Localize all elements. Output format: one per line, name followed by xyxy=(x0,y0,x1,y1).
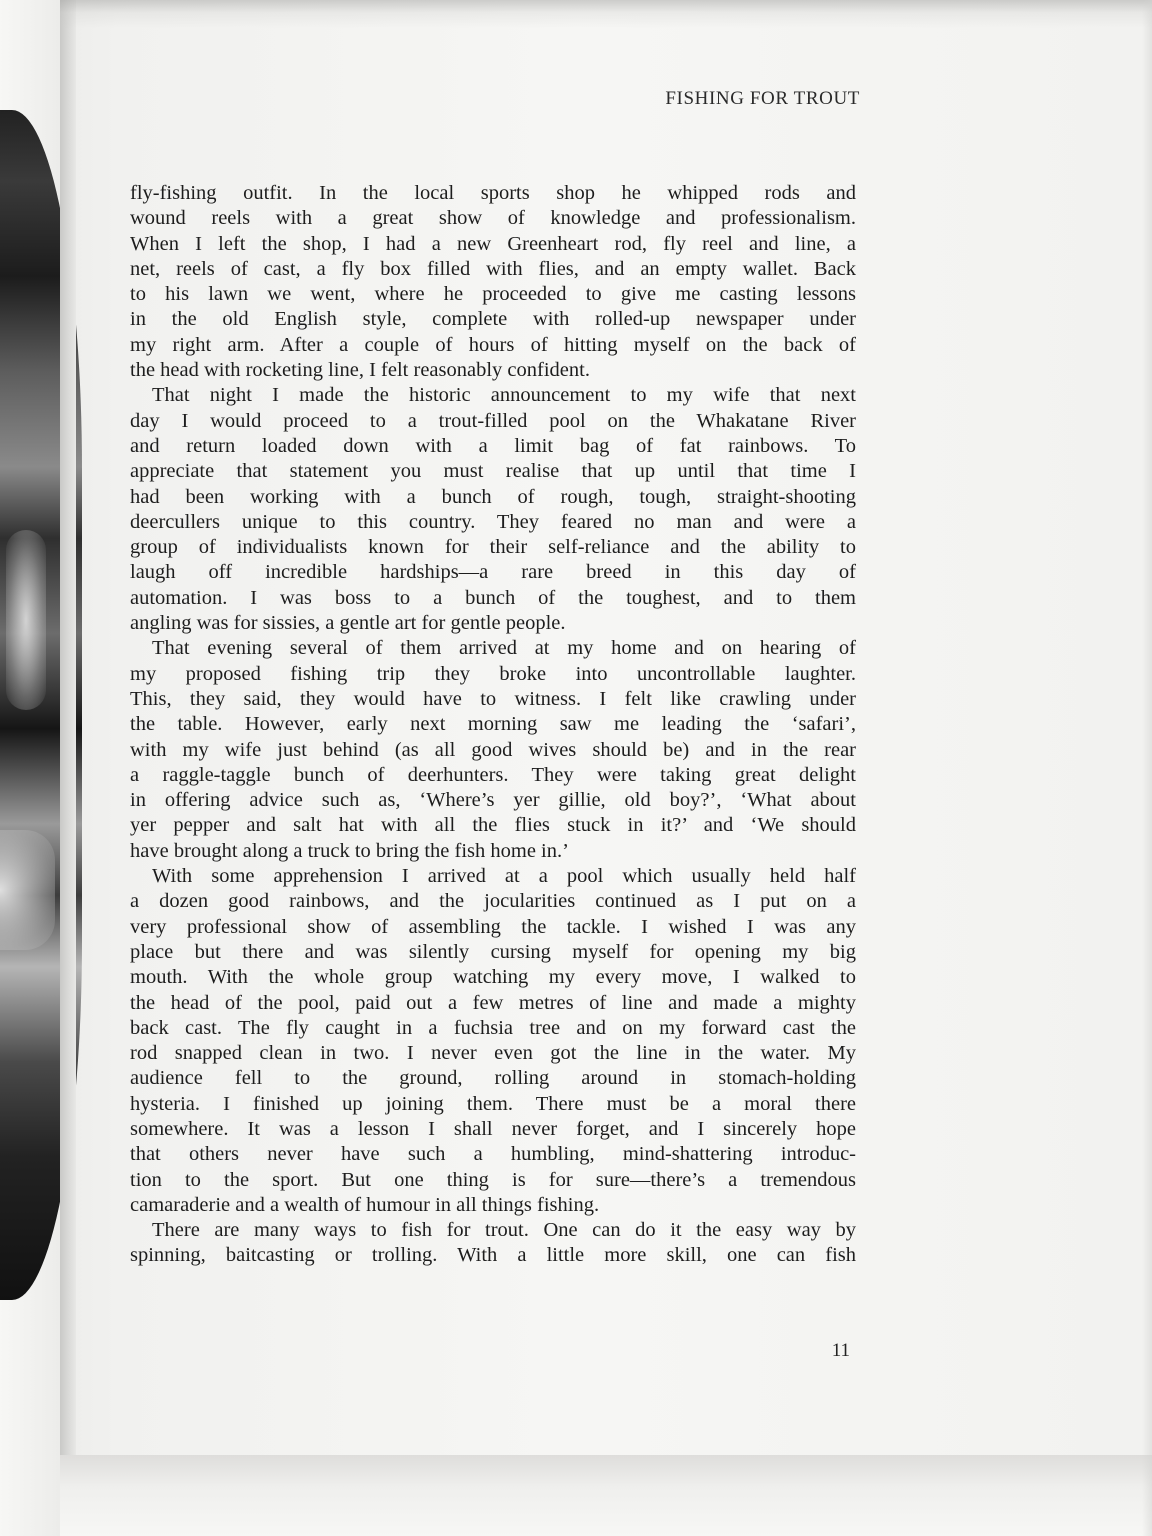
body-text xyxy=(130,181,856,1269)
text-line: very professional show of assembling the tackle. I wished I was any xyxy=(130,915,856,938)
text-line: mouth. With the whole group watching my every move, I walked to xyxy=(130,966,856,989)
text-line: laugh off incredible hardships—a rare breed in this day of xyxy=(130,561,856,584)
text-line: There are many ways to fish for trout. One can do it the easy way by xyxy=(152,1219,856,1242)
page-top-shadow xyxy=(60,0,1152,28)
text-line: day I would proceed to a trout-filled pool on the Whakatane River xyxy=(130,409,856,432)
text-line: back cast. The fly caught in a fuchsia tree and on my forward cast the xyxy=(130,1016,856,1039)
text-line: spinning, baitcasting or trolling. With a little more skill, one can fish xyxy=(130,1244,856,1267)
text-line: the table. However, early next morning saw me leading the ‘safari’, xyxy=(130,713,856,736)
text-line: place but there and was silently cursing myself for opening my big xyxy=(130,940,856,963)
page-right-edge xyxy=(1142,0,1152,1536)
text-line: in the old English style, complete with rolled-up newspaper under xyxy=(130,308,856,331)
text-line: my proposed fishing trip they broke into uncontrollable laughter. xyxy=(130,662,856,685)
text-line: the head of the pool, paid out a few metres of line and made a mighty xyxy=(130,991,856,1014)
text-line: wound reels with a great show of knowledge and professionalism. xyxy=(130,207,856,230)
text-line: With some apprehension I arrived at a pool which usually held half xyxy=(152,865,856,888)
photo-highlight xyxy=(0,830,55,950)
text-line: group of individualists known for their self-reliance and the ability to xyxy=(130,536,856,559)
text-line: had been working with a bunch of rough, tough, straight-shooting xyxy=(130,485,856,508)
text-line: This, they said, they would have to witness. I felt like crawling under xyxy=(130,687,856,710)
text-line: yer pepper and salt hat with all the flies stuck in it?’ and ‘We should xyxy=(130,814,856,837)
text-line: hysteria. I finished up joining them. There must be a moral there xyxy=(130,1092,856,1115)
page-bottom-shadow xyxy=(60,1455,1152,1536)
text-line: deercullers unique to this country. They feared no man and were a xyxy=(130,510,856,533)
text-line: audience fell to the ground, rolling around in stomach-holding xyxy=(130,1067,856,1090)
running-head: FISHING FOR TROUT xyxy=(665,88,860,109)
text-line: somewhere. It was a lesson I shall never forget, and I sincerely hope xyxy=(130,1117,856,1140)
text-line: with my wife just behind (as all good wives should be) and in the rear xyxy=(130,738,856,761)
text-line: in offering advice such as, ‘Where’s yer gillie, old boy?’, ‘What about xyxy=(130,789,856,812)
text-line: automation. I was boss to a bunch of the toughest, and to them xyxy=(130,586,856,609)
page-gutter-shadow xyxy=(60,0,76,1460)
text-line: That night I made the historic announcement to my wife that next xyxy=(152,384,856,407)
photo-highlight xyxy=(6,530,46,710)
text-line: When I left the shop, I had a new Greenheart rod, fly reel and line, a xyxy=(130,232,856,255)
text-line: and return loaded down with a limit bag of fat rainbows. To xyxy=(130,434,856,457)
text-line: have brought along a truck to bring the fish home in.’ xyxy=(130,839,569,862)
text-line: camaraderie and a wealth of humour in all things fishing. xyxy=(130,1193,600,1216)
page-number: 11 xyxy=(831,1340,850,1361)
text-line: to his lawn we went, where he proceeded to give me casting lessons xyxy=(130,283,856,306)
text-line: That evening several of them arrived at my home and on hearing of xyxy=(152,637,856,660)
text-line: a raggle-taggle bunch of deerhunters. They were taking great delight xyxy=(130,763,856,786)
text-line: my right arm. After a couple of hours of hitting myself on the back of xyxy=(130,333,856,356)
text-line: tion to the sport. But one thing is for sure—there’s a tremendous xyxy=(130,1168,856,1191)
text-line: appreciate that statement you must realise that up until that time I xyxy=(130,460,856,483)
text-line: rod snapped clean in two. I never even got the line in the water. My xyxy=(130,1042,856,1065)
text-line: fly-fishing outfit. In the local sports shop he whipped rods and xyxy=(130,182,856,204)
text-line: that others never have such a humbling, mind-shattering introduc- xyxy=(130,1143,856,1166)
text-line: net, reels of cast, a fly box filled with flies, and an empty wallet. Back xyxy=(130,257,856,280)
text-line: angling was for sissies, a gentle art for gentle people. xyxy=(130,612,566,635)
text-line: the head with rocketing line, I felt reasonably confident. xyxy=(130,359,590,382)
text-line: a dozen good rainbows, and the jocularities continued as I put on a xyxy=(130,890,856,913)
